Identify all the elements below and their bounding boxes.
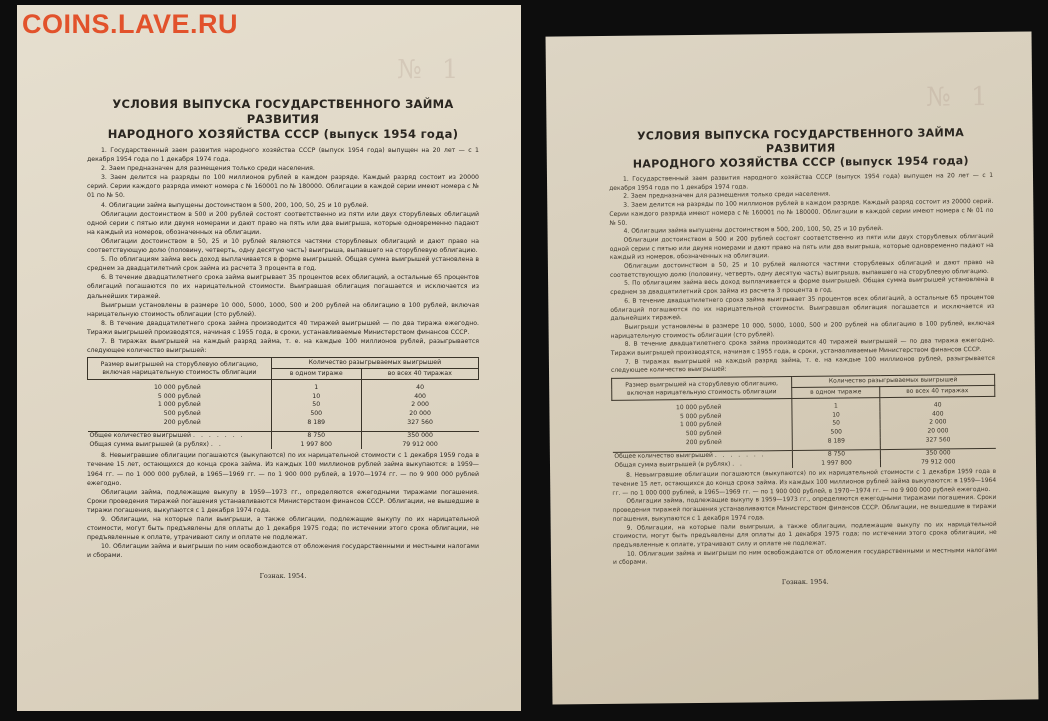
prize-amount: 200 рублей (612, 438, 792, 448)
table-row-total-sum: Общая сумма выигрышей (в рублях) . . 1 997 800 79 912 000 (612, 458, 995, 471)
paragraph: 7. В тиражах выигрышей на каждый разряд займа, т. е. на каждые 100 миллионов рублей, разыгрывается следующее количество выигрышей: (87, 337, 479, 355)
title-line-1: УСЛОВИЯ ВЫПУСКА ГОСУДАРСТВЕННОГО ЗАЙМА РАЗВИТИЯ (637, 126, 965, 156)
document-title (608, 126, 992, 172)
paragraph: 10. Облигации займа и выигрыши по ним освобождаются от обложения государственными и местными налогами и сборами. (612, 546, 997, 567)
paragraph: 10. Облигации займа и выигрыши по ним освобождаются от обложения государственными и местными налогами и сборами. (87, 543, 479, 560)
title-line-2: НАРОДНОГО ХОЗЯЙСТВА СССР (выпуск 1954 года) (107, 127, 459, 141)
prize-count-one: 500 (271, 410, 361, 419)
title-line-2: НАРОДНОГО ХОЗЯЙСТВА СССР (выпуск 1954 года) (632, 154, 969, 171)
paragraph: Выигрыши установлены в размере 10 000, 5000, 1000, 500 и 200 рублей на облигацию в 100 рублей, включая нарицательную стоимость облигации (сто рублей). (610, 319, 995, 340)
paragraph: 6. В течение двадцатилетнего срока займа выигрывает 35 процентов всех облигаций, а остальные 65 процентов облигаций погашаются по их нарицательной стоимости. Выигравшая облигация погашается и исключается из дальнейших тиражей. (610, 293, 995, 323)
table-row (88, 393, 479, 402)
prize-amount: 500 рублей (612, 429, 792, 439)
prize-count-all: 2 000 (929, 418, 947, 426)
prize-table (611, 374, 996, 470)
prize-count-all: 400 (414, 392, 426, 400)
prize-amount: 10 000 рублей (612, 403, 792, 413)
site-watermark: COINS.LAVE.RU (22, 9, 239, 39)
prize-count-all: 40 (933, 401, 942, 409)
table-header-one-draw: в одном тираже (271, 369, 361, 380)
title-line-1: УСЛОВИЯ ВЫПУСКА ГОСУДАРСТВЕННОГО ЗАЙМА РАЗВИТИЯ (112, 97, 454, 126)
prize-amount: 1 000 рублей (612, 420, 792, 430)
prize-count-one: 1 (792, 402, 880, 412)
prize-count-all: 2 000 (411, 401, 429, 409)
total-sum-all: 79 912 000 (402, 440, 438, 448)
total-sum-label: Общая сумма выигрышей (в рублях) (89, 440, 209, 448)
paragraph: 6. В течение двадцатилетнего срока займа выигрывает 35 процентов всех облигаций, а остальные 65 процентов облигаций погашаются по их нарицательной стоимости. Выигравшая облигация погашается и исключается из дальнейших тиражей. (87, 274, 479, 300)
paragraph: 3. Заем делится на разряды по 100 миллионов рублей в каждом разряде. Каждый разряд состоит из 20000 серий. Серии каждого разряда имеют номера с № 160001 по № 180000. Облигации в каждой серии имеют номера с № 01 по № 50. (87, 174, 479, 200)
total-sum-one: 1 997 800 (792, 459, 880, 469)
prize-count-one: 500 (792, 428, 880, 438)
prize-count-one: 1 (271, 384, 361, 393)
table-header-amount: Размер выигрышей на сторублевую облигацию, включая нарицательную стоимость облигации (88, 358, 272, 380)
prize-amount: 5 000 рублей (612, 412, 792, 422)
table-header-one-draw: в одном тираже (792, 387, 880, 399)
total-count-label: Общее количество выигрышей (614, 451, 713, 461)
table-header-all-draws: во всех 40 тиражах (361, 369, 478, 380)
paragraph: 1. Государственный заем развития народного хозяйства СССР (выпуск 1954 года) выпущен на 20 лет — с 1 декабря 1954 года по 1 декабря 1974 года. (87, 147, 479, 164)
terms-text (609, 172, 997, 568)
table-row (88, 401, 479, 410)
table-header-count: Количество разыгрываемых выигрышей (792, 375, 995, 388)
prize-count-all: 400 (932, 410, 944, 418)
document-sheet-right (546, 31, 1039, 704)
paragraph: 8. В течение двадцатилетнего срока займа производится 40 тиражей выигрышей — по два тиража ежегодно. Тиражи выигрышей производятся, начиная с 1955 года, в сроки, устанавливаемые Министерством финансов СССР. (87, 319, 479, 336)
total-count-one: 8 750 (271, 432, 361, 441)
prize-count-all: 20 000 (927, 427, 949, 435)
prize-count-all: 20 000 (409, 409, 431, 417)
table-row-total-count: Общее количество выигрышей . . . . . . . 8 750 350 000 (612, 449, 995, 462)
prize-amount: 500 рублей (88, 410, 272, 419)
paragraph: Облигации достоинством в 500 и 200 рублей состоят соответственно из пяти или двух сторублевых облигаций одной серии с пятью или двумя номерами и дают право на пять или два выигрыша, которые одновременно падают на каждый из номеров, обозначенных на облигации. (87, 210, 479, 236)
paragraph: 4. Облигации займа выпущены достоинством в 500, 200, 100, 50, 25 и 10 рублей. (623, 225, 884, 235)
prize-table (87, 357, 479, 449)
prize-amount: 1 000 рублей (88, 401, 272, 410)
table-row-total-count: Общее количество выигрышей . . . . . . . 8 750 350 000 (88, 432, 479, 441)
prize-amount: 5 000 рублей (88, 393, 272, 402)
terms-text (87, 146, 479, 560)
prize-count-one: 50 (792, 419, 880, 429)
table-row (88, 410, 479, 419)
paragraph: 8. В течение двадцатилетнего срока займа производится 40 тиражей выигрышей — по два тиража ежегодно. Тиражи выигрышей производятся, начиная с 1955 года, в сроки, устанавливаемые Министерством финансов СССР. (610, 337, 995, 357)
table-header-amount: Размер выигрышей на сторублевую облигацию, включая нарицательную стоимость облигации (612, 377, 792, 401)
paragraph: 1. Государственный заем развития народного хозяйства СССР (выпуск 1954 года) выпущен на 20 лет — с 1 декабря 1954 года по 1 декабря 1974 года. (609, 171, 994, 192)
total-count-label: Общее количество выигрышей (89, 432, 192, 440)
total-sum-label: Общая сумма выигрышей (в рублях) (614, 460, 731, 469)
total-sum-one: 1 997 800 (271, 441, 361, 450)
paragraph: 9. Облигации, на которые пали выигрыши, а также облигации, подлежащие выкупу по их нарицательной стоимости, могут быть предъявлены для оплаты до 1 декабря 1975 года; по истечении этого срока облигации, не предъявленные к оплате, утрачивают силу и оплате не подлежат. (612, 520, 997, 549)
total-count-one: 8 750 (792, 450, 880, 460)
paragraph: Выигрыши установлены в размере 10 000, 5000, 1000, 500 и 200 рублей на облигацию в 100 рублей, включая нарицательную стоимость облигации (сто рублей). (87, 301, 479, 318)
faded-number-mark: № 1 (926, 81, 994, 113)
prize-count-one: 8 189 (271, 419, 361, 428)
prize-count-all: 40 (416, 384, 425, 392)
prize-count-all: 327 560 (925, 435, 951, 444)
table-row-total-sum: Общая сумма выигрышей (в рублях) . . 1 997 800 79 912 000 (88, 441, 479, 450)
prize-amount: 10 000 рублей (88, 384, 272, 393)
paragraph: 9. Облигации, на которые пали выигрыши, а также облигации, подлежащие выкупу по их нарицательной стоимости, могут быть предъявлены для оплаты до 1 декабря 1975 года; по истечении этого срока облигации, не предъявленные к оплате, утрачивают силу и оплате не подлежат. (87, 515, 479, 542)
prize-count-one: 10 (271, 393, 361, 402)
printer-mark: Гознак. 1954. (781, 577, 829, 587)
prize-count-one: 10 (792, 411, 880, 421)
paragraph: 8. Невыигравшие облигации погашаются (выкупаются) по их нарицательной стоимости с 1 декабря 1959 года в течение 15 лет, остающихся до конца срока займа. Из каждых 100 миллионов рублей займа выкупаются: в 1959—1964 гг. — по 1 000 000 рублей, в 1965—1969 гг. — по 1 900 000 рублей, в 1970—1974 гг. — по 9 900 000 рублей ежегодно. (612, 468, 997, 497)
prize-count-one: 8 189 (792, 437, 880, 447)
printer-mark: Гознак. 1954. (259, 572, 307, 581)
paragraph: 4. Облигации займа выпущены достоинством в 500, 200, 100, 50, 25 и 10 рублей. (101, 201, 369, 209)
paragraph: Облигации достоинством в 500 и 200 рублей состоят соответственно из пяти или двух сторублевых облигаций одной серии с пятью или двумя номерами и дают право на пять или два выигрыша, которые одновременно падают на каждый из номеров, обозначенных на облигации. (609, 232, 994, 262)
paragraph: 2. Заем предназначен для размещения только среди населения. (101, 165, 315, 173)
paragraph: Облигации займа, подлежащие выкупу в 1959—1973 гг., определяются ежегодными тиражами погашения. Сроки проведения тиражей погашения устанавливаются Министерством финансов СССР. Облигации, не вышедшие в тиражи погашения, выкупаются с 1 декабря 1974 года. (87, 488, 479, 514)
table-row (88, 384, 479, 393)
paragraph: Облигации достоинством в 50, 25 и 10 рублей являются частями сторублевых облигаций и дают право на соответствующую долю (половину, четверть, одну десятую часть) выигрыша, выпавшего на сторублевую облигацию. (87, 237, 479, 255)
table-row (88, 419, 479, 428)
prize-count-one: 50 (271, 401, 361, 410)
total-count-all: 350 000 (361, 432, 478, 441)
total-count-all: 350 000 (880, 449, 995, 459)
paragraph: 3. Заем делится на разряды по 100 миллионов рублей в каждом разряде. Каждый разряд состоит из 20000 серий. Серии каждого разряда имеют номера с № 160001 по № 180000. Облигации в каждой серии имеют номера с № 01 по № 50. (609, 197, 994, 227)
paragraph: 7. В тиражах выигрышей на каждый разряд займа, т. е. на каждые 100 миллионов рублей, разыгрывается следующее количество выигрышей: (610, 354, 995, 375)
prize-count-all: 327 560 (407, 418, 433, 426)
paragraph: Облигации достоинством в 50, 25 и 10 рублей являются частями сторублевых облигаций и дают право на соответствующую долю (половину, четверть, одну десятую часть) выигрыша, выпавшего на сторублевую облигацию. (609, 258, 994, 279)
paragraph: 2. Заем предназначен для размещения только среди населения. (623, 190, 831, 201)
paragraph: 5. По облигациям займа весь доход выплачивается в форме выигрышей. Общая сумма выигрышей установлена в среднем за двадцатилетний срок займа из расчета 3 процента в год. (87, 256, 479, 273)
paragraph: 8. Невыигравшие облигации погашаются (выкупаются) по их нарицательной стоимости с 1 декабря 1959 года в течение 15 лет, остающихся до конца срока займа. Из каждых 100 миллионов рублей займа выкупаются: в 1959—1964 гг. — по 1 000 000 рублей, в 1965—1969 гг. — по 1 900 000 рублей, в 1970—1974 гг. — по 9 900 000 рублей ежегодно. (87, 452, 479, 487)
document-title (87, 97, 479, 142)
prize-amount: 200 рублей (88, 419, 272, 428)
paragraph: 5. По облигациям займа весь доход выплачивается в форме выигрышей. Общая сумма выигрышей установлена в среднем за двадцатилетний срок займа из расчета 3 процента в год. (610, 276, 995, 297)
paragraph: Облигации займа, подлежащие выкупу в 1959—1973 гг., определяются ежегодными тиражами погашения. Сроки проведения тиражей погашения устанавливаются Министерством финансов СССР. Облигации, не вышедшие в тиражи погашения, выкупаются с 1 декабря 1974 года. (612, 494, 997, 523)
total-sum-all: 79 912 000 (921, 458, 956, 466)
table-header-all-draws: во всех 40 тиражах (880, 386, 995, 398)
table-header-count: Количество разыгрываемых выигрышей (271, 358, 478, 369)
document-sheet-left (17, 5, 521, 711)
faded-number-mark: № 1 (397, 55, 465, 85)
